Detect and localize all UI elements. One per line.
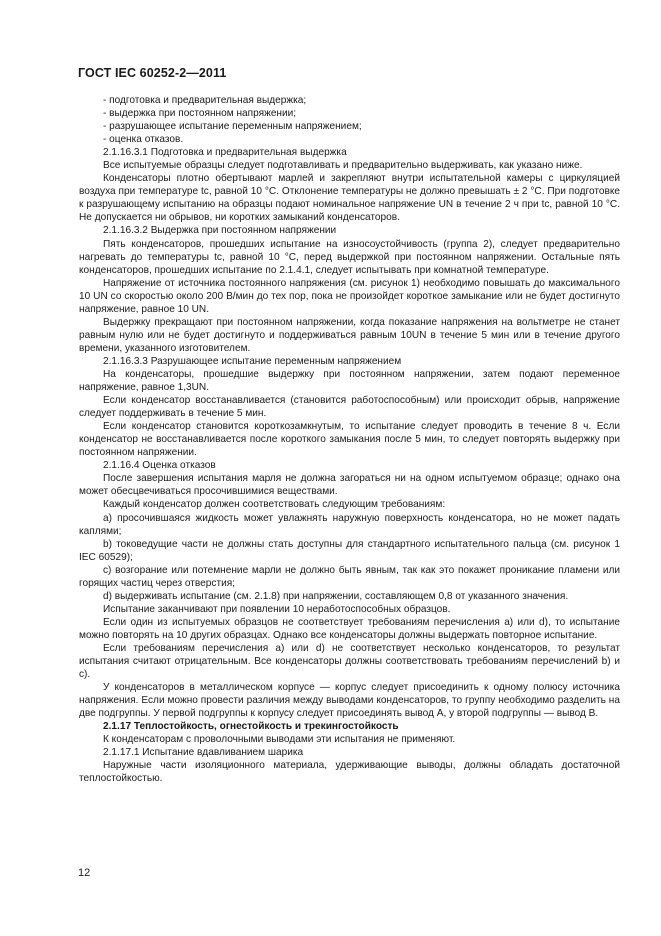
- paragraph: d) выдерживать испытание (см. 2.1.8) при напряжении, составляющем 0,8 от указанного значения.: [103, 590, 569, 602]
- section-heading: 2.1.17.1 Испытание вдавливанием шарика: [103, 747, 304, 759]
- paragraph: Испытание заканчивают при появлении 10 неработоспособных образцов.: [103, 603, 451, 615]
- list-item: - подготовка и предварительная выдержка;: [103, 95, 307, 106]
- paragraph: c) возгорание или потемнение марли не должно быть явным, так как это покажет проникание пламени или горящих частиц через отверстия;: [79, 564, 620, 589]
- paragraph: Если конденсатор восстанавливается (становится работоспособным) или происходит обрыв, напряжение следует поддерживать в течение 5 мин.: [79, 395, 620, 420]
- paragraph: Если конденсатор становится короткозамкнутым, то испытание следует проводить в течение 8 ч. Если конденсатор не восстанавливается после короткого замыкания после 5 мин, то следует повторять выдержку при постоянном напряжении.: [79, 421, 620, 459]
- paragraph: Конденсаторы плотно обертывают марлей и закрепляют внутри испытательной камеры с циркуляцией воздуха при температуре tc, равной 10 °C. Отклонение температуры не должно превышать ± 2 °C. При подготовке к разрушающему испытанию на образцы подают номинальное напряжение UN в течение 2 ч при tc, равной 10 °C. Не допускается ни обрывов, ни коротких замыканий конденсаторов.: [79, 173, 620, 224]
- page-number: 12: [78, 867, 91, 879]
- paragraph: Наружные части изоляционного материала, удерживающие выводы, должны обладать достаточной теплостойкостью.: [79, 760, 620, 785]
- document-body: [79, 94, 620, 785]
- paragraph: К конденсаторам с проволочными выводами эти испытания не применяют.: [103, 734, 456, 746]
- document-header: ГОСТ IEC 60252-2—2011: [78, 66, 227, 80]
- paragraph: На конденсаторы, прошедшие выдержку при постоянном напряжении, затем подают переменное напряжение, равное 1,3UN.: [79, 368, 620, 394]
- paragraph: Если требованиям перечисления a) или d) не соответствует несколько конденсаторов, то результат испытания считают отрицательным. Все конденсаторы должны соответствовать требованиям перечислений b) и c).: [79, 642, 620, 681]
- list-item: - выдержка при постоянном напряжении;: [103, 108, 297, 120]
- section-heading: 2.1.16.3.3 Разрушающее испытание переменным напряжением: [103, 355, 402, 367]
- paragraph: После завершения испытания марля не должна загораться ни на одном испытуемом образце; однако она может обесцвечиваться просочившимися веществами.: [79, 473, 620, 498]
- paragraph: Каждый конденсатор должен соответствовать следующим требованиям:: [103, 499, 446, 511]
- paragraph: Если один из испытуемых образцов не соответствует требованиям перечисления a) или d), то испытание можно повторять на 10 других образцах. Однако все конденсаторы должны выдержать повторное испытание.: [79, 616, 620, 641]
- paragraph: У конденсаторов в металлическом корпусе — корпус следует присоединить к одному полюсу источника напряжения. Если можно провести различия между выводами конденсаторов, то группу необходимо разделить на две подгруппы. У первой подгруппы к корпусу следует присоединять вывод A, у второй подгруппы — вывод B.: [79, 682, 620, 720]
- paragraph: a) просочившаяся жидкость может увлажнять наружную поверхность конденсатора, но не может падать каплями;: [79, 512, 620, 537]
- paragraph: Пять конденсаторов, прошедших испытание на износоустойчивость (группа 2), следует предварительно нагревать до температуры tc, равной 10 °C, перед выдержкой при постоянном напряжении. Остальные пять конденсаторов, прошедших испытание по 2.1.4.1, следует испытывать при комнатной температуре.: [79, 238, 620, 276]
- section-heading: 2.1.16.3.2 Выдержка при постоянном напряжении: [103, 225, 337, 237]
- paragraph: b) токоведущие части не должны стать доступны для стандартного испытательного пальца (см. рисунок 1 IEC 60529);: [79, 538, 620, 563]
- paragraph: Выдержку прекращают при постоянном напряжении, когда показание напряжения на вольтметре не станет равным нулю или не будет достигнуто и поддерживаться равным 10UN в течение 5 мин или в течение другого времени, указанного изготовителем.: [79, 316, 620, 354]
- section-heading: 2.1.16.3.1 Подготовка и предварительная выдержка: [103, 147, 347, 159]
- list-item: - разрушающее испытание переменным напряжением;: [103, 121, 362, 133]
- list-item: - оценка отказов.: [103, 134, 184, 146]
- section-heading: 2.1.17 Теплостойкость, огнестойкость и трекингостойкость: [103, 721, 399, 733]
- paragraph: Напряжение от источника постоянного напряжения (см. рисунок 1) необходимо повышать до максимального 10 UN со скоростью около 200 В/мин до тех пор, пока не произойдет короткое замыкание или не будет достигнуто напряжение, равное 10 UN.: [79, 277, 620, 315]
- section-heading: 2.1.16.4 Оценка отказов: [103, 460, 216, 472]
- paragraph: Все испытуемые образцы следует подготавливать и предварительно выдерживать, как указано ниже.: [103, 160, 583, 172]
